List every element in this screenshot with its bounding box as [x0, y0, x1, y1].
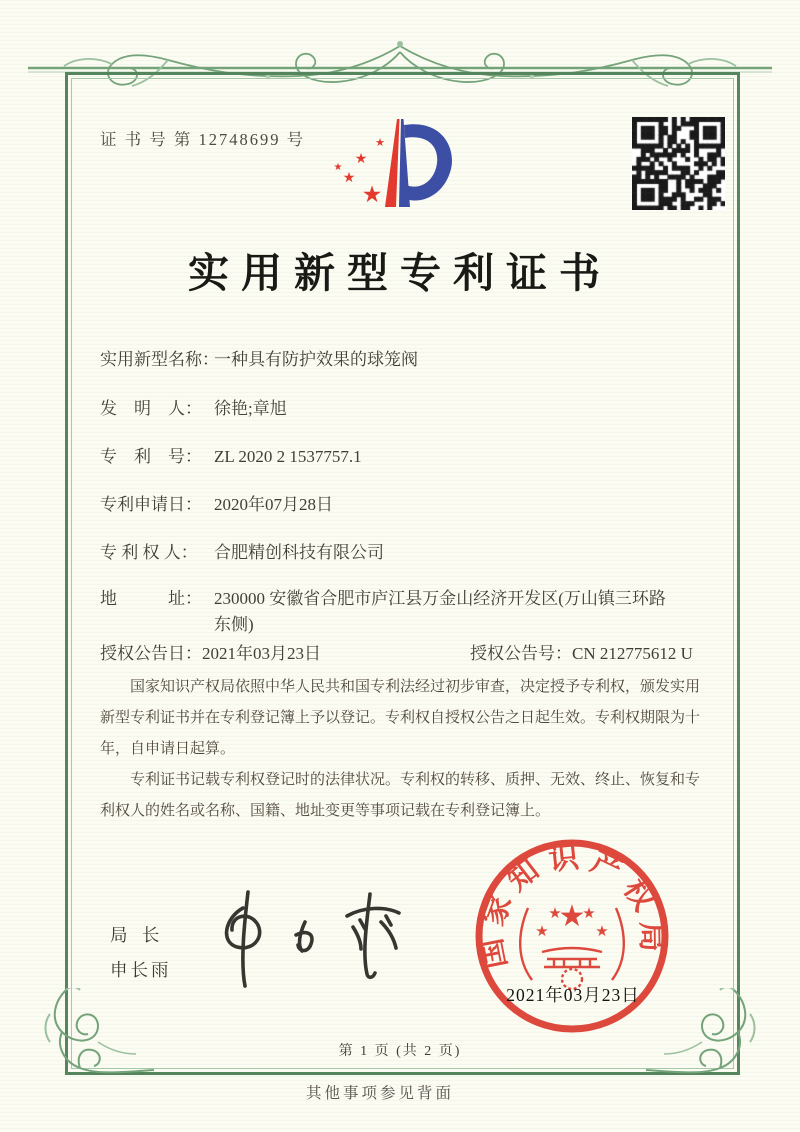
bottom-left-corner-ornament — [36, 988, 156, 1080]
legal-text-block — [100, 672, 712, 827]
grant-no-label: 授权公告号： — [470, 644, 572, 663]
logo-stars — [334, 136, 386, 208]
page-number: 第 1 页 (共 2 页) — [338, 1044, 462, 1059]
field-value: 徐艳;章旭 — [214, 399, 287, 418]
field-value: 一种具有防护效果的球笼阀 — [214, 350, 418, 369]
certificate-number: 证 书 号 第 12748699 号 — [100, 130, 306, 149]
svg-text:★: ★ — [354, 151, 368, 167]
commissioner-signature — [210, 886, 425, 994]
field-label: 专 利 权 人： — [100, 543, 198, 562]
field-label: 地 址： — [100, 589, 202, 608]
field-label: 发 明 人： — [100, 399, 202, 418]
svg-text:★: ★ — [342, 170, 356, 186]
field-value: 2020年07月28日 — [214, 495, 333, 514]
reverse-side-note: 其他事项参见背面 — [305, 1085, 454, 1102]
seal-ring-text: 国家知识产权局 — [474, 841, 669, 972]
legal-paragraph-2: 专利证书记载专利权登记时的法律状况。专利权的转移、质押、无效、终止、恢复和专利权人的姓名或名称、国籍、地址变更等事项记载在专利登记簿上。 — [100, 772, 701, 819]
qr-code — [632, 117, 725, 210]
svg-text:★: ★ — [375, 136, 385, 149]
field-row-patent-number — [100, 444, 706, 470]
grant-no-value: CN 212775612 U — [572, 644, 693, 663]
field-row-filing-date — [100, 492, 706, 518]
commissioner-title: 局 长 — [110, 925, 165, 945]
commissioner-name: 申长雨 — [110, 960, 172, 980]
official-seal — [468, 836, 676, 1044]
logo-pylon-red — [385, 119, 400, 207]
seal-emblem — [520, 899, 624, 989]
field-row-invention-name — [100, 347, 706, 373]
svg-text:★: ★ — [582, 904, 596, 922]
field-label: 专 利 号： — [100, 447, 202, 466]
legal-paragraph-1: 国家知识产权局依照中华人民共和国专利法经过初步审查，决定授予专利权，颁发实用新型专利证书并在专利登记簿上予以登记。专利权自授权公告之日起生效。专利权期限为十年，自申请日起算。 — [100, 679, 701, 757]
logo-p-bowl — [404, 124, 452, 200]
grant-row — [100, 639, 706, 664]
svg-text:★: ★ — [535, 922, 549, 940]
certificate-title: 实用新型专利证书 — [188, 250, 612, 296]
grant-date-value: 2021年03月23日 — [202, 644, 321, 663]
field-value: 230000 安徽省合肥市庐江县万金山经济开发区(万山镇三环路东侧) — [214, 589, 666, 634]
field-row-patentee — [100, 540, 706, 566]
grant-date-label: 授权公告日： — [100, 644, 202, 663]
field-label: 专利申请日： — [100, 495, 202, 514]
field-label: 实用新型名称： — [100, 350, 219, 369]
field-row-inventor — [100, 396, 706, 422]
svg-text:★: ★ — [548, 904, 562, 922]
cnipa-logo-icon — [328, 106, 476, 234]
field-row-address — [100, 586, 706, 638]
svg-text:★: ★ — [558, 899, 586, 934]
svg-text:★: ★ — [595, 922, 609, 940]
seal-date: 2021年03月23日 — [506, 985, 640, 1005]
svg-text:★: ★ — [333, 162, 343, 173]
svg-text:★: ★ — [361, 182, 383, 208]
field-value: ZL 2020 2 1537757.1 — [214, 447, 362, 466]
field-value: 合肥精创科技有限公司 — [214, 543, 384, 562]
